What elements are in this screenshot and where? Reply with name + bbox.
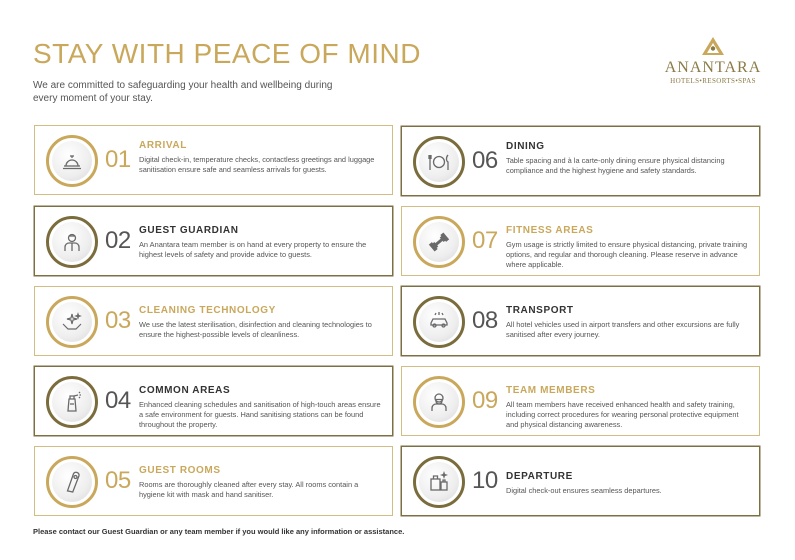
staff-person-icon xyxy=(60,230,84,254)
card-number: 03 xyxy=(105,307,131,334)
card-team-members xyxy=(401,366,760,436)
sparkle-hands-icon xyxy=(60,310,84,334)
masked-person-icon xyxy=(427,390,451,414)
card-number: 08 xyxy=(472,307,498,334)
card-number: 06 xyxy=(472,147,498,174)
card-number: 04 xyxy=(105,387,131,414)
service-bell-icon xyxy=(60,149,84,173)
card-description: All team members have received enhanced health and safety training, including correct procedures for wearing personal protective equipment and physical distancing awareness. xyxy=(506,400,739,429)
card-fitness-areas xyxy=(401,206,760,276)
card-title: FITNESS AREAS xyxy=(506,225,594,236)
card-title: GUEST ROOMS xyxy=(139,465,221,476)
anantara-emblem-icon xyxy=(701,36,725,56)
brand-name: ANANTARA xyxy=(664,59,762,76)
card-number: 01 xyxy=(105,146,131,173)
card-dining xyxy=(401,126,760,196)
page-title: STAY WITH PEACE OF MIND xyxy=(33,38,421,69)
card-description: Digital check-in, temperature checks, contactless greetings and luggage sanitisation ensure safe and seamless arrivals for guests. xyxy=(139,155,375,174)
card-number: 07 xyxy=(472,227,498,254)
card-title: DINING xyxy=(506,141,545,152)
card-number: 09 xyxy=(472,387,498,414)
card-description: Rooms are thoroughly cleaned after every stay. All rooms contain a hygiene kit with mask and hand sanitiser. xyxy=(139,480,359,499)
card-title: GUEST GUARDIAN xyxy=(139,225,239,236)
car-icon xyxy=(427,310,451,334)
card-guest-rooms xyxy=(34,446,393,516)
card-description: Digital check-out ensures seamless departures. xyxy=(506,486,662,495)
card-title: TRANSPORT xyxy=(506,305,574,316)
card-description: We use the latest sterilisation, disinfection and cleaning technologies to ensure the highest-possible levels of cleanliness. xyxy=(139,320,372,339)
card-title: DEPARTURE xyxy=(506,471,573,482)
card-title: CLEANING TECHNOLOGY xyxy=(139,305,276,316)
card-number: 10 xyxy=(472,467,498,494)
spray-bottle-icon xyxy=(60,390,84,414)
card-number: 02 xyxy=(105,227,131,254)
card-description: An Anantara team member is on hand at every property to ensure the highest levels of safety and provide advice to guests. xyxy=(139,240,367,259)
brand-tagline: HOTELS•RESORTS•SPAS xyxy=(670,77,756,85)
footer-note: Please contact our Guest Guardian or any team member if you would like any information or assistance. xyxy=(33,527,405,536)
plate-cutlery-icon xyxy=(427,150,451,174)
card-title: ARRIVAL xyxy=(139,140,187,151)
card-description: Gym usage is strictly limited to ensure physical distancing, private training options, and regular and thorough cleaning. Please reserve in advance where applicable. xyxy=(506,240,748,269)
card-cleaning-technology xyxy=(34,286,393,356)
card-description: Table spacing and à la carte-only dining ensure physical distancing compliance and the highest hygiene and safety standards. xyxy=(506,156,725,175)
card-description: Enhanced cleaning schedules and sanitisation of high-touch areas ensure a safe environment for guests. Hand sanitising stations can be found throughout the property. xyxy=(139,400,381,429)
luggage-icon xyxy=(427,470,451,494)
card-title: COMMON AREAS xyxy=(139,385,231,396)
card-title: TEAM MEMBERS xyxy=(506,385,596,396)
page-subtitle: We are committed to safeguarding your health and wellbeing during every moment of your stay. xyxy=(33,80,333,104)
door-hanger-icon xyxy=(60,470,84,494)
dumbbell-icon xyxy=(427,230,451,254)
card-departure xyxy=(401,446,760,516)
card-transport xyxy=(401,286,760,356)
card-arrival xyxy=(34,125,393,195)
card-description: All hotel vehicles used in airport transfers and other excursions are fully sanitised after every journey. xyxy=(506,320,740,339)
card-guest-guardian xyxy=(34,206,393,276)
card-number: 05 xyxy=(105,467,131,494)
card-common-areas xyxy=(34,366,393,436)
brand-logo xyxy=(660,36,766,85)
